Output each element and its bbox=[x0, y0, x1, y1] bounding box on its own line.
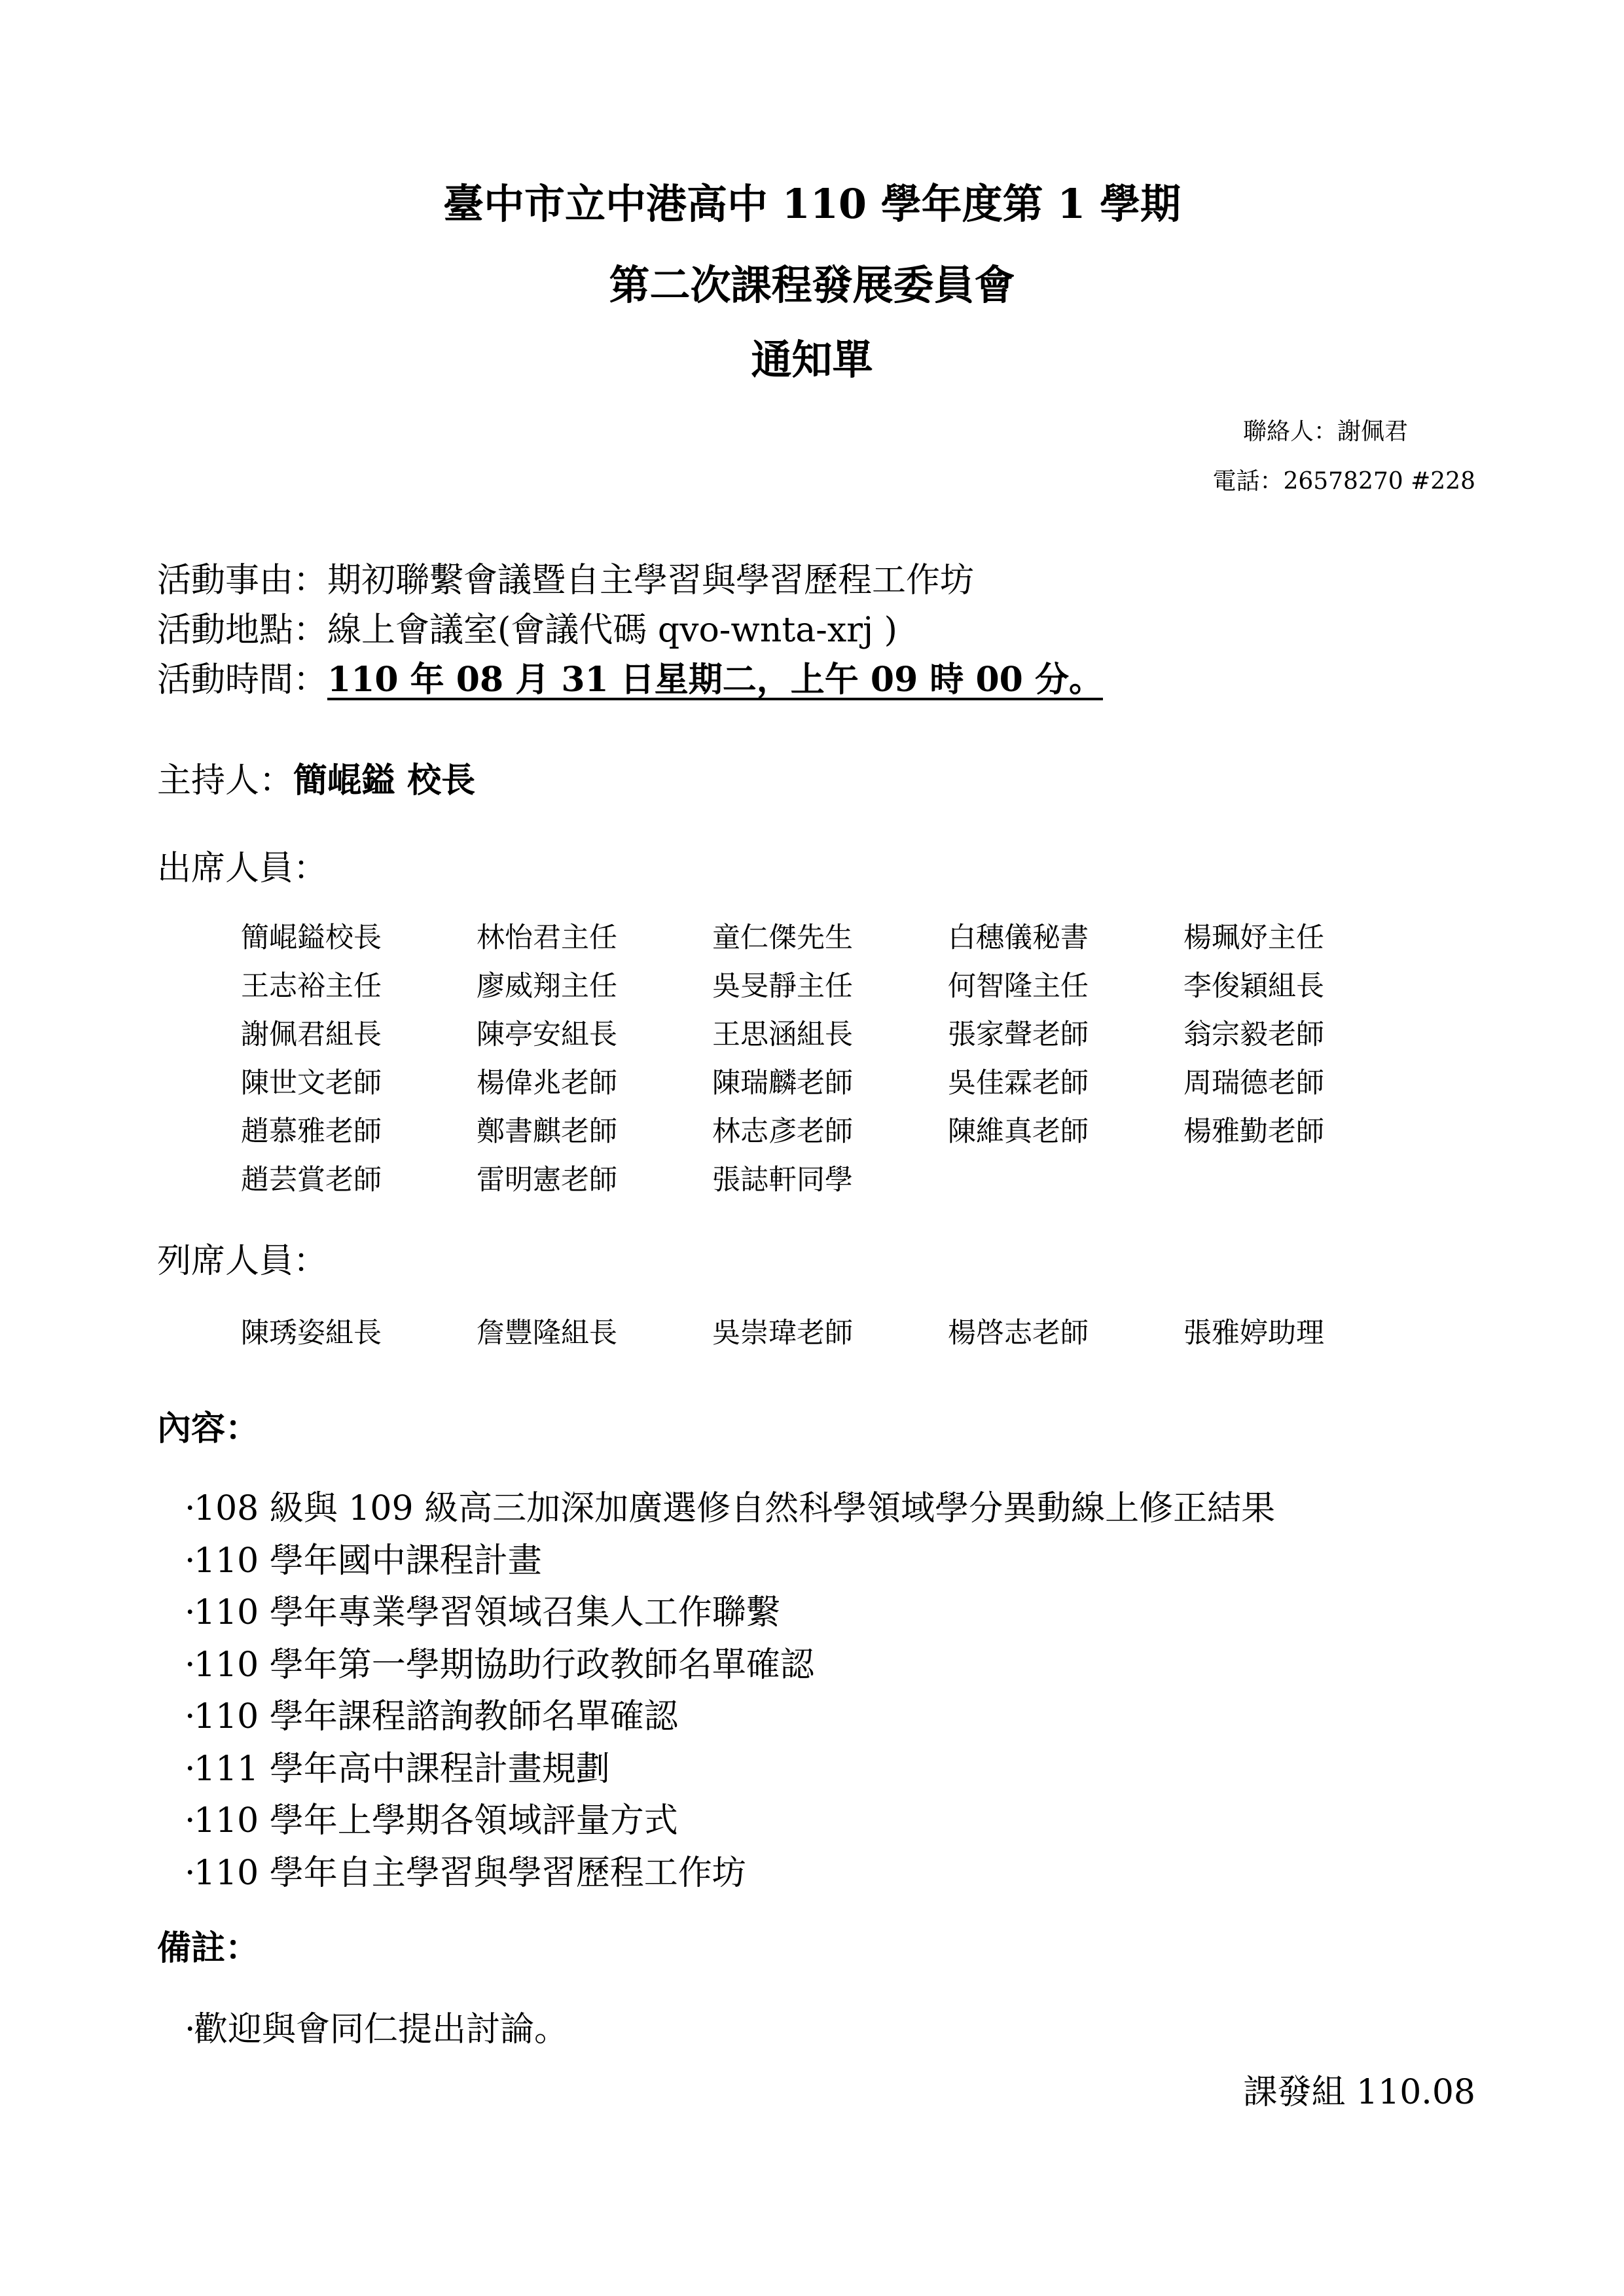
bullet-icon: · bbox=[185, 1489, 196, 1528]
attendees-name: 楊偉兆老師 bbox=[477, 1067, 617, 1100]
content-list bbox=[185, 1483, 1275, 1899]
attendees-name: 張家聲老師 bbox=[948, 1018, 1089, 1051]
content-item-text: 108 級與 109 級高三加深加廣選修自然科學領域學分異動線上修正結果 bbox=[194, 1489, 1276, 1528]
attendees-label: 出席人員： bbox=[157, 849, 328, 888]
attendees-name: 陳維真老師 bbox=[948, 1115, 1089, 1148]
observers-name: 張雅婷助理 bbox=[1183, 1317, 1324, 1350]
activity-reason-value: 期初聯繫會議暨自主學習與學習歷程工作坊 bbox=[327, 561, 975, 600]
content-item-text: 110 學年第一學期協助行政教師名單確認 bbox=[194, 1645, 814, 1685]
remarks-list bbox=[185, 2004, 568, 2056]
activity-reason-label: 活動事由： bbox=[157, 561, 328, 600]
attendees-name: 陳亭安組長 bbox=[477, 1018, 617, 1051]
host-value: 簡崐鎰 校長 bbox=[293, 761, 476, 800]
attendees-name: 林志彥老師 bbox=[712, 1115, 853, 1148]
content-item-text: 110 學年課程諮詢教師名單確認 bbox=[194, 1697, 678, 1736]
attendees-name: 白穗儀秘書 bbox=[948, 922, 1089, 954]
attendees-name: 李俊穎組長 bbox=[1183, 970, 1324, 1003]
title-line-1: 臺中市立中港高中 110 學年度第 1 學期 bbox=[443, 180, 1181, 228]
bullet-icon: · bbox=[185, 1645, 196, 1685]
observers-list bbox=[241, 1312, 1419, 1355]
attendees-name: 翁宗毅老師 bbox=[1183, 1018, 1324, 1051]
attendees-name: 林怡君主任 bbox=[477, 922, 617, 954]
bullet-icon: · bbox=[185, 1593, 196, 1632]
activity-time-label: 活動時間： bbox=[157, 660, 328, 700]
content-heading: 內容： bbox=[157, 1408, 260, 1448]
remarks-heading: 備註： bbox=[157, 1928, 260, 1968]
content-item bbox=[185, 1483, 1275, 1535]
title-line-3: 通知單 bbox=[751, 336, 873, 384]
attendees-name: 王志裕主任 bbox=[241, 970, 382, 1003]
content-item-text: 110 學年專業學習領域召集人工作聯繫 bbox=[194, 1593, 780, 1632]
attendees-name: 謝佩君組長 bbox=[241, 1018, 382, 1051]
activity-time bbox=[157, 657, 1103, 703]
activity-reason bbox=[157, 558, 974, 603]
activity-location-label: 活動地點： bbox=[157, 611, 328, 650]
attendees-name: 陳瑞麟老師 bbox=[712, 1067, 853, 1100]
attendees-name: 趙芸賞老師 bbox=[241, 1164, 382, 1196]
bullet-icon: · bbox=[185, 2010, 196, 2049]
observers-name: 詹豐隆組長 bbox=[477, 1317, 617, 1350]
footer-signature: 課發組 110.08 bbox=[1243, 2073, 1475, 2112]
activity-location bbox=[157, 607, 897, 653]
content-item bbox=[185, 1535, 1275, 1588]
content-item-text: 111 學年高中課程計畫規劃 bbox=[194, 1749, 610, 1789]
bullet-icon: · bbox=[185, 1801, 196, 1840]
attendees-name: 楊珮妤主任 bbox=[1183, 922, 1324, 954]
content-item bbox=[185, 1640, 1275, 1692]
bullet-icon: · bbox=[185, 1697, 196, 1736]
bullet-icon: · bbox=[185, 1749, 196, 1789]
attendees-name: 雷明憲老師 bbox=[477, 1164, 617, 1196]
remarks-item-text: 歡迎與會同仁提出討論。 bbox=[194, 2010, 569, 2049]
attendees-name: 吳旻靜主任 bbox=[712, 970, 853, 1003]
remarks-item bbox=[185, 2004, 568, 2056]
contact-phone: 電話：26578270 #228 bbox=[1212, 468, 1475, 495]
observers-name: 吳崇瑋老師 bbox=[712, 1317, 853, 1350]
attendees-name: 何智隆主任 bbox=[948, 970, 1089, 1003]
attendees-list bbox=[241, 916, 1419, 1202]
content-item bbox=[185, 1848, 1275, 1900]
attendees-name: 廖威翔主任 bbox=[477, 970, 617, 1003]
bullet-icon: · bbox=[185, 1853, 196, 1893]
attendees-name: 王思涵組長 bbox=[712, 1018, 853, 1051]
host-label: 主持人： bbox=[157, 761, 294, 800]
observers-label: 列席人員： bbox=[157, 1242, 328, 1281]
observers-name: 楊啓志老師 bbox=[948, 1317, 1089, 1350]
content-item bbox=[185, 1744, 1275, 1796]
content-item-text: 110 學年上學期各領域評量方式 bbox=[194, 1801, 678, 1840]
activity-location-value: 線上會議室(會議代碼 qvo-wnta-xrj ) bbox=[327, 611, 897, 650]
attendees-name: 張誌軒同學 bbox=[712, 1164, 853, 1196]
observers-name: 陳琇姿組長 bbox=[241, 1317, 382, 1350]
attendees-name: 周瑞德老師 bbox=[1183, 1067, 1324, 1100]
attendees-name: 吳佳霖老師 bbox=[948, 1067, 1089, 1100]
host bbox=[157, 758, 475, 804]
attendees-name: 鄭書麒老師 bbox=[477, 1115, 617, 1148]
content-item bbox=[185, 1795, 1275, 1848]
contact-person: 聯絡人：謝佩君 bbox=[1242, 418, 1408, 445]
title-line-2: 第二次課程發展委員會 bbox=[609, 261, 1015, 309]
content-item-text: 110 學年國中課程計畫 bbox=[194, 1541, 542, 1581]
content-item bbox=[185, 1587, 1275, 1640]
content-item-text: 110 學年自主學習與學習歷程工作坊 bbox=[194, 1853, 746, 1893]
attendees-name: 簡崐鎰校長 bbox=[241, 922, 382, 954]
attendees-name: 趙慕雅老師 bbox=[241, 1115, 382, 1148]
attendees-name: 童仁傑先生 bbox=[712, 922, 853, 954]
attendees-name: 楊雅勤老師 bbox=[1183, 1115, 1324, 1148]
bullet-icon: · bbox=[185, 1541, 196, 1581]
activity-time-value: 110 年 08 月 31 日星期二，上午 09 時 00 分。 bbox=[327, 660, 1103, 700]
attendees-name: 陳世文老師 bbox=[241, 1067, 382, 1100]
content-item bbox=[185, 1691, 1275, 1744]
